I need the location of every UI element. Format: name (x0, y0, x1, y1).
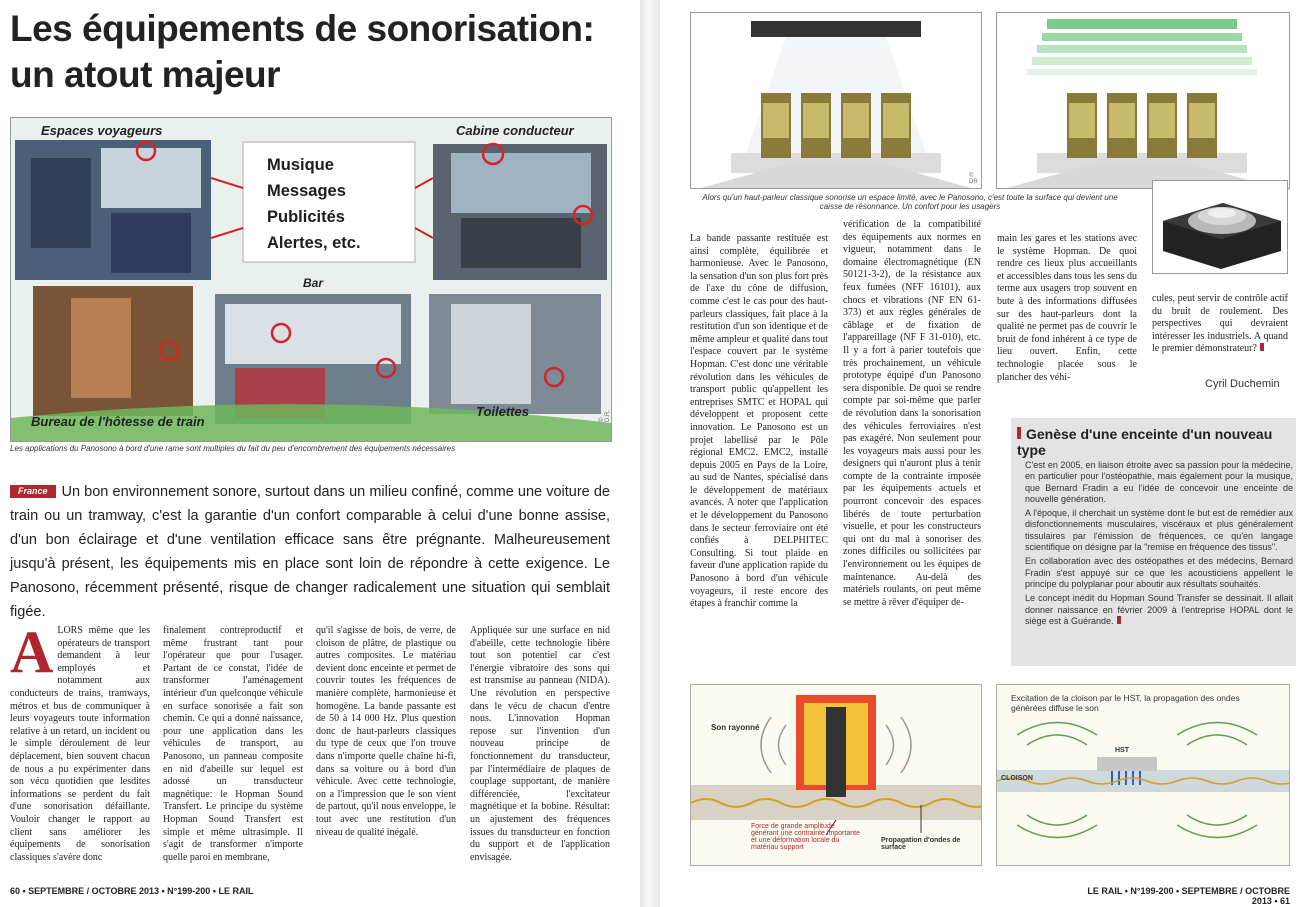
left-column-2: finalement contreproductif et même frustrant tant pour l'opérateur que pour l'usager. Partant de ce constat, l'idée de transformer l'aménagement intérieur d'un quelconque véhicule en surface sonorisée a fait son chemin. Ce qui a donné naissance, pour une application dans les véhicules de transport, au Panosono, un panneau composite en nid d'abeille sur lequel est adossé un transducteur magnétique: le Hopman Sound Transfert. Le principe du système Hopman Sound Transfert est simple et même ultrasimple. Il s'agit de transformer n'importe quelle paroi en membrane, (163, 625, 303, 863)
box-title-text: Genèse d'une enceinte d'un nouveau type (1017, 426, 1273, 458)
left-column-3: qu'il s'agisse de bois, de verre, de cloison de plâtre, de plastique ou autres composites. Le matériau devient donc enceinte et permet de couvrir toutes les fréquences de manière complète, harmonieuse et homogène. La bande passante est de 50 à 14 000 Hz. Plus question donc de haut-parleurs classiques du type de ceux que l'on trouve dans n'importe quelle chaîne hi-fi, dans sa voiture ou à bord d'un véhicule. Avec cette technologie, on a l'impression que le son vient de partout, qu'il nous enveloppe, le tout avec une restitution d'un niveau de qualité inégalé. (316, 625, 456, 838)
sidebar-box (1011, 418, 1296, 666)
end-mark (1260, 343, 1264, 351)
intro-paragraph (10, 480, 610, 624)
right-column-4 (1152, 293, 1288, 356)
right-column-3: main les gares et les stations avec le système Hopman. De quoi rendre ces lieux plus accueillants et accessibles dans tous les sens du terme aux usagers trop souvent en bute à des informations diffusées sur des haut-parleurs dont la qualité ne permet pas de couvrir le bruit de fond inhérent à ce type de lieu ouvert. Enfin, cette technologie placée sous le plancher des véhi- (997, 233, 1137, 383)
label-toilets: Toilettes (476, 404, 529, 419)
article-title (10, 6, 630, 98)
render-credit: © DR (969, 173, 978, 185)
label-surface-waves: Propagation d'ondes de surface (881, 837, 961, 851)
classic-speaker-diagram (690, 684, 982, 866)
label-partition: CLOISON (1001, 775, 1033, 782)
left-folio: 60 • SEPTEMBRE / OCTOBRE 2013 • N°199-200 • LE RAIL (10, 886, 254, 896)
box-paragraph: A l'époque, il cherchait un système dont le but est de remédier aux disfonctionnements musculaires, viscéraux et plus généralement tissulaires par l'émission de fréquences, ce qu'en langage scientifique on désigne par la "remise en fréquence des tissus". (1025, 508, 1293, 553)
panosono-render (996, 12, 1290, 189)
photo-credit: © D.R. (599, 410, 611, 422)
label-passenger-space: Espaces voyageurs (41, 123, 163, 138)
end-mark (1117, 616, 1121, 624)
label-hostess-office: Bureau de l'hôtesse de train (31, 414, 205, 429)
right-folio: LE RAIL • N°199-200 • SEPTEMBRE / OCTOBRE 2013 • 61 (1087, 886, 1290, 906)
title-line-2: un atout majeur (10, 54, 281, 95)
use-item: Alertes, etc. (267, 234, 361, 252)
box-paragraph: C'est en 2005, en liaison étroite avec sa passion pour la médecine, en particulier pour l'ostéopathie, mais également pour la musique, que Bernard Fradin a eu l'idée de concevoir une enceinte de nouvelle génération. (1025, 460, 1293, 504)
intro-text: Un bon environnement sonore, surtout dans un milieu confiné, comme une voiture de train ou un tramway, c'est la garantie d'un confort comparable à celui d'une bonne assise, d'un bon éclairage et d'une ventilation efficace sans être prégnante. Malheureusement jusqu'à présent, les équipements mis en place sont loin de répondre à cette exigence. Le Panosono, récemment présenté, risque de changer radicalement une situation qui semblait figée. (10, 484, 610, 620)
use-item: Messages (267, 182, 346, 200)
right-column-2: vérification de la compatibilité des équipements aux normes en vigueur, notamment dans le domaine électromagnétique (EN 50121-3-2), de la résistance aux feux fumées (NFF 16101), aux chocs et vibrations (NF EN 61-373) et aux règles générales de câblage et de fixation de l'appareillage (NF F 31-010), etc. Il y a fort à parier toutefois que très prochainement, un véhicule prototype équipé d'un Panosono sera disponible. De quoi se rendre compte par soi-même que parler de révolution dans la sonorisation des véhicules ferroviaires n'est pas exagéré. Non seulement pour les voyageurs mais aussi pour les designers qui n'auront plus à tenir compte de la contrainte imposée par les équipements actuels et pourront concevoir des espaces libérés de toute perturbation visuelle, et pour les constructeurs qui ont du mal à sonoriser des zones difficiles ou sollicitées par l'environnement ou les équipes de maintenance. Au-delà des matériels roulants, on peut même se mettre à rêver d'équiper de- (843, 219, 981, 608)
label-hst: HST (1115, 747, 1129, 754)
classic-speaker-scene (691, 13, 981, 188)
train-applications-photo (10, 117, 612, 442)
use-item: Musique (267, 156, 334, 174)
hst-diagram (996, 684, 1290, 866)
left-column-4: Appliquée sur une surface en nid d'abeille, cette technologie libère tout son potentiel car c'est l'énergie vibratoire des sons qui est transmise au panneau (NIDA). Une révolution en perspective dans le vécu de chacun d'entre nous. L'innovation Hopman repose sur l'invention d'un nouveau principe de fonctionnement du transducteur, par l'intermédiaire de plaques de couplage supportant, de manière différenciée, l'excitateur magnétique et la bobine. Résultat: un ajustement des fréquences issues du transducteur en fonction du support et de l'application envisagée. (470, 625, 610, 863)
panosono-scene (997, 13, 1289, 188)
box-paragraph-text: Le concept inédit du Hopman Sound Transfer se dessinait. Il allait donner naissance en février 2009 à l'entreprise HOPAL dont le siège est à Guérande. (1025, 593, 1293, 626)
renders-caption: Alors qu'un haut-parleur classique sonorise un espace limité, avec le Panosono, c'est toute la surface qui devient une caisse de résonnance. Un confort pour les usagers (702, 193, 1118, 211)
page-gutter (640, 0, 660, 907)
drop-cap: A (10, 619, 54, 685)
transducer-object (1153, 181, 1287, 273)
transducer-photo (1152, 180, 1288, 274)
label-force: Force de grande amplitude générant une contrainte importante et une déformation locale du matériau support (751, 823, 860, 851)
column-text: cules, peut servir de contrôle actif du bruit de roulement. Des perspectives qui devraient intéresser les industriels. A quand le premier démonstrateur? (1152, 293, 1288, 355)
column-text: LORS même que les opérateurs de transport demandent à leur employés et notamment aux conducteurs de trains, tramways, métros et bus de communiquer à leurs voyageurs toute information relative à un retard, un incident ou le simple déroulement de leur déplacement, bien souvent chacun de nous a pu expérimenter dans son vécu quotidien que lesdites informations se perdent du fait d'une sonorisation défaillante. Vouloir changer le rapport au client sans améliorer les équipements de sonorisation classiques s'avère donc (10, 625, 150, 863)
right-column-1: La bande passante restituée est ainsi complète, équilibrée et harmonieuse. Avec le Panosono, la sensation d'un son plus fort près de l'axe du cône de diffusion, comme c'est le cas pour des haut-parleurs classiques, fait place à la restitution d'un son identique et de même ampleur et qualité dans tout l'espace couvert par le système Hopman. C'est donc une véritable révolution dans les véhicules de transport public qu'appellent les entreprises SMTC et HOPAL qui développent et proposent cette innovation. Le Panosono est un projet labellisé par le Pôle régional EMC2. EMC2, installé depuis 2005 en Pays de la Loire, au sud de Nantes, spécialisé dans le développement de matériaux avancés. A noter que l'application et le développement du Panosono dans le secteur ferroviaire ont été confiés à DELPHITEC Consulting. Si tout plaide en faveur d'une application rapide du Panosono à bord d'un véhicule voyageurs, il reste encore des étapes à franchir comme la (690, 233, 829, 610)
label-driver-cabin: Cabine conducteur (456, 123, 574, 138)
author-name: Cyril Duchemin (1205, 378, 1280, 390)
box-paragraph: En collaboration avec des ostéopathes et des médecins, Bernard Fradin s'est appuyé sur ce que les acousticiens appellent le principe du polyplanar pour aboutir aux résultats souhaités. (1025, 556, 1293, 589)
box-paragraph (1025, 593, 1293, 627)
label-bar: Bar (303, 276, 324, 290)
uses-list (267, 152, 361, 256)
country-tag: France (10, 485, 56, 498)
left-column-1 (10, 619, 150, 864)
box-title (1017, 426, 1289, 458)
label-excitation: Excitation de la cloison par le HST, la propagation des ondes générées diffuse le son (1011, 693, 1240, 713)
label-radiated-sound: Son rayonné (711, 723, 760, 732)
title-marker (1017, 427, 1021, 439)
use-item: Publicités (267, 208, 345, 226)
box-body (1025, 460, 1293, 630)
photo-caption: Les applications du Panosono à bord d'une rame sont multiples du fait du peu d'encombrement des équipements nécessaires (10, 444, 456, 453)
title-line-1: Les équipements de sonorisation: (10, 8, 595, 49)
classic-speaker-render (690, 12, 982, 189)
